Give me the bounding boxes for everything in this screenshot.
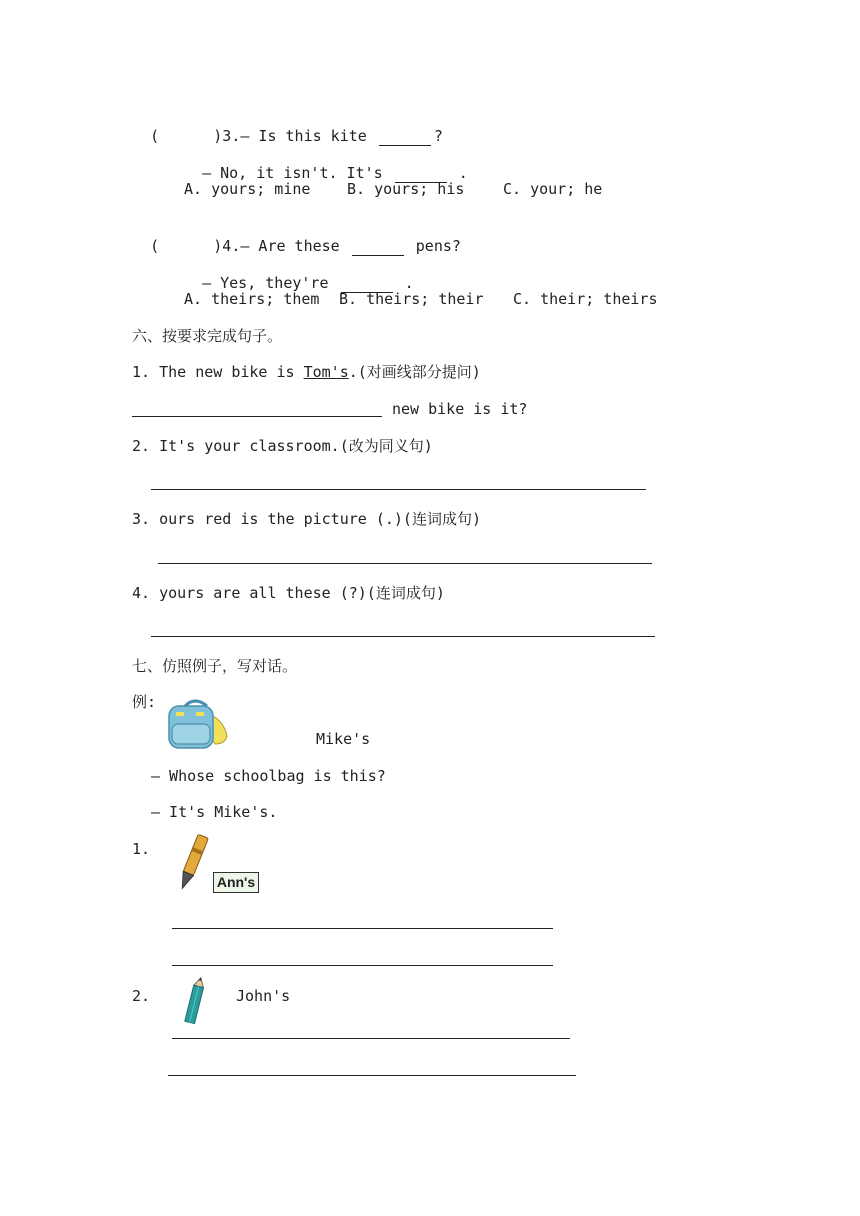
q4-question-end: pens? [415,237,461,255]
answer-line [151,489,646,490]
pencil-icon [180,976,210,1026]
q4-question-text: — Are these [240,237,340,255]
s6-item1-text: 1. The new bike is [132,363,304,381]
s6-item1-answer-tail: new bike is it? [392,400,528,418]
answer-line [172,965,553,966]
section6-heading: 六、按要求完成句子。 [132,327,283,345]
example-answer: — It's Mike's. [151,803,278,821]
s6-item2: 2. It's your classroom.(改为同义句) [132,437,433,455]
answer-line [168,1075,576,1076]
answer-line [172,928,553,929]
q3-answer-period: . [458,164,468,182]
answer-parentheses: ( )3. [150,127,241,145]
q3-answer-line [184,143,468,183]
answer-line [158,563,652,564]
example-owner: Mike's [316,730,371,748]
answer-parentheses: ( )4. [150,237,241,255]
section7-heading: 七、仿照例子，写对话。 [132,657,298,675]
underlined-word: Tom's [303,363,349,381]
s6-item1-instruction: .(对画线部分提问) [348,363,481,381]
q3-question-mark: ? [433,127,443,145]
example-question: — Whose schoolbag is this? [151,767,386,785]
q3-answer-text: — No, it isn't. It's [202,164,383,182]
q3-option-b: B. yours; his [347,180,465,198]
s7-item2-number: 2. [132,987,151,1005]
answer-line [132,416,382,417]
pen-icon [172,832,212,894]
answer-line [172,1038,570,1039]
q4-question-line [132,216,461,256]
q4-option-b: B. theirs; their [339,290,484,308]
q3-option-a: A. yours; mine [184,180,311,198]
name-tag: Ann's [213,872,259,893]
q3-option-c: C. your; he [503,180,603,198]
s6-item3: 3. ours red is the picture (.)(连词成句) [132,510,481,528]
s6-item4: 4. yours are all these (?)(连词成句) [132,584,445,602]
s7-item2-owner: John's [236,987,291,1005]
q4-answer-text: — Yes, they're [202,274,329,292]
q4-option-a: A. theirs; them [184,290,320,308]
example-label: 例: [132,693,157,711]
schoolbag-icon [163,698,229,752]
q4-answer-period: . [404,274,414,292]
q4-option-c: C. their; theirs [513,290,658,308]
s7-item1-number: 1. [132,840,151,858]
q3-question-text: — Is this kite [240,127,367,145]
q4-answer-line [184,253,414,293]
q3-question-line [132,106,443,146]
s6-item1 [132,362,481,382]
answer-line [151,636,655,637]
